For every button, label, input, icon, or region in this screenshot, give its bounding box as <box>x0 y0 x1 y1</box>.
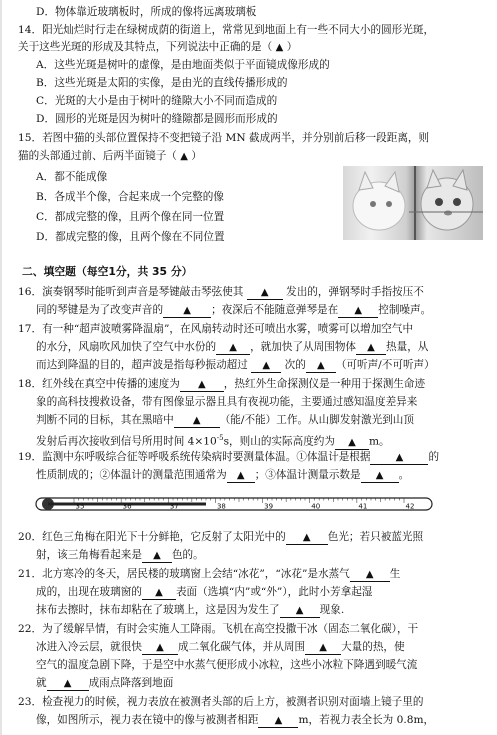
thermometer-tick-label: 35 <box>75 502 85 511</box>
q15-option-d: D．都成完整的像，且两个像在不同位置 <box>36 231 225 243</box>
thermometer-tick-label: 38 <box>216 502 226 511</box>
answer-blank[interactable]: ▲ <box>227 470 255 483</box>
q18-line4: 发射后再次接收到信号所用时间 $4\times 10^{-5}s$，则山的实际高度约为 ▲ m。 <box>36 434 390 448</box>
q14-stem-line2: 关于这些光斑的形成及其特点，下列说法中正确的是（ ▲ ） <box>18 41 298 53</box>
q19-line1: 19．监测中东呼吸综合征等呼吸系统传染病时要测量体温。①体温计是根据 ▲ 的 <box>18 451 440 463</box>
q14-option-a: A．这些光斑是树叶的虚像，是由地面类似于平面镜成像形成的 <box>36 59 330 71</box>
answer-blank[interactable]: ▲ <box>247 287 283 300</box>
q14-option-c: C．光斑的大小是由于树叶的缝隙大小不同而造成的 <box>36 95 278 107</box>
q21-line1: 21．北方寒冷的冬天，居民楼的玻璃窗上会结“冰花”，“冰花”是水蒸气 ▲ 生 <box>18 568 401 580</box>
q16-line1: 16．演奏钢琴时能听到声音是琴键敲击琴弦使其 ▲ 发出的，弹钢琴时手指按压不 <box>18 286 424 298</box>
answer-blank[interactable]: ▲ <box>180 379 224 392</box>
q15-option-a: A．都不能成像 <box>36 171 108 183</box>
answer-blank[interactable]: ▲ <box>350 569 390 582</box>
q23-line1: 23．检查视力的时候，视力表放在被测者头部的后上方，被测者识别对面墙上镜子里的 <box>18 696 424 708</box>
thermometer-tick-label: 39 <box>264 502 274 511</box>
q22-line4: 就 ▲ 成雨点降落到地面 <box>36 677 174 689</box>
q22-line3: 空气的温度急剧下降，于是空中水蒸气便形成小冰粒，这些小冰粒下降遇到暖气流 <box>36 659 418 671</box>
cat-mirror-illustration <box>343 166 483 240</box>
answer-blank[interactable]: ▲ <box>338 305 378 318</box>
answer-blank[interactable]: ▲ <box>361 470 399 483</box>
q14-option-d: D．圆形的光斑是因为树叶的缝隙都是圆形而形成的 <box>36 113 278 125</box>
answer-blank[interactable]: ▲ <box>356 342 386 355</box>
q18-line2: 象的高科技搜救设备，带有图像显示器且具有夜视功能，主要通过感知温度差异来 <box>36 396 418 408</box>
q17-line3: 而达到降温的目的，超声波是指每秒振动超过 ▲ 次的 ▲ （可听声/不可听声） <box>36 359 435 371</box>
thermometer-tick-label: 40 <box>311 502 321 511</box>
q20-line1: 20．红色三角梅在阳光下十分鲜艳，它反射了太阳光中的 ▲ 色光；若只被蓝光照 <box>18 531 424 543</box>
q22-line1: 22．为了缓解旱情，有时会实施人工降雨。飞机在高空投撒干冰（固态二氧化碳），干 <box>18 623 419 635</box>
thermometer-figure <box>34 492 446 516</box>
answer-blank[interactable]: ▲ <box>305 642 341 655</box>
answer-blank[interactable]: ▲ <box>216 342 250 355</box>
q21-line3: 抹布去擦时，抹布却粘在了玻璃上，这是因为发生了 ▲ 现象. <box>36 604 345 616</box>
q18-line1: 18．红外线在真空中传播的速度为 ▲ ，热红外生命探测仪是一种用于探测生命迹 <box>18 378 426 390</box>
q19-line2: 性质制成的；②体温计的测量范围通常为 ▲ ；③体温计测量示数是 ▲ 。 <box>36 469 410 481</box>
q18-line3: 判断不同的目标，其在黑暗中 ▲ （能/不能）工作。从山脚发射激光到山顶 <box>36 414 414 426</box>
answer-blank[interactable]: ▲ <box>142 550 172 563</box>
answer-blank-marker: ▲ <box>180 151 188 162</box>
thermometer-tick-label: 42 <box>405 502 415 511</box>
answer-blank[interactable]: ▲ <box>251 360 281 373</box>
q16-line2: 同的琴键是为了改变声音的 ▲ ；夜深后不能随意弹琴是在 ▲ 控制噪声。 <box>36 304 432 316</box>
q15-option-c: C．都成完整的像，且两个像在同一位置 <box>36 211 225 223</box>
answer-blank[interactable]: ▲ <box>370 452 428 465</box>
q15-stem-line2: 猫的头部通过前、后两半面镜子（ ▲ ） <box>18 150 202 162</box>
answer-blank-marker: ▲ <box>275 42 284 53</box>
page-edge <box>0 0 2 735</box>
q17-line1: 17．有一种“超声波喷雾降温扇”，在风扇转动时还可喷出水雾，喷雾可以增加空气中 <box>18 323 414 335</box>
answer-blank[interactable]: ▲ <box>142 642 178 655</box>
q22-line2: 冰进入冷云层，就很快 ▲ 成二氧化碳气体，并从周围 ▲ 大量的热，使 <box>36 641 405 653</box>
section-title-fill-in: 二、填空题（每空1分，共 35 分） <box>22 265 193 278</box>
answer-blank[interactable]: ▲ <box>306 360 336 373</box>
answer-blank[interactable]: ▲ <box>335 437 369 450</box>
q15-stem-line1: 15．若图中猫的头部位置保持不变把镜子沿 MN 截成两半，并分别前后移一段距离，则 <box>18 132 430 144</box>
q15-option-b: B．各成半个像，合起来成一个完整的像 <box>36 191 224 203</box>
q20-line2: 射，该三角梅看起来是 ▲ 色的。 <box>36 549 204 561</box>
q13-option-d: D．物体靠近玻璃板时，所成的像将远离玻璃板 <box>36 6 257 18</box>
q21-line2: 成的，出现在玻璃窗的 ▲ 表面（选填“内”或“外”），此时小芳拿起湿 <box>36 586 373 598</box>
cat-mirror-photo <box>343 166 483 240</box>
q17-line2: 的水分，风扇吹风加快了空气中水份的 ▲ ，就加快了从周围物体 ▲ 热量，从 <box>36 341 429 353</box>
answer-blank[interactable]: ▲ <box>142 587 176 600</box>
answer-blank[interactable]: ▲ <box>174 415 220 428</box>
answer-blank[interactable]: ▲ <box>280 605 320 618</box>
q14-option-b: B．这些光斑是太阳的实像，是由光的直线传播形成的 <box>36 77 288 89</box>
thermometer-tick-label: 37 <box>169 502 179 511</box>
answer-blank[interactable]: ▲ <box>47 678 89 691</box>
answer-blank[interactable]: ▲ <box>286 532 328 545</box>
answer-blank[interactable]: ▲ <box>163 305 211 318</box>
q23-line2: 像，如图所示，视力表在镜中的像与被测者相距 ▲ m，若视力表全长为 0.8m， <box>36 714 435 726</box>
thermometer-tick-label: 36 <box>122 502 132 511</box>
thermometer-tick-label: 41 <box>358 502 368 511</box>
answer-blank[interactable]: ▲ <box>258 715 298 728</box>
q14-stem-line1: 14．阳光灿烂时行走在绿树成荫的街道上，常常见到地面上有一些不同大小的圆形光斑， <box>18 24 435 36</box>
